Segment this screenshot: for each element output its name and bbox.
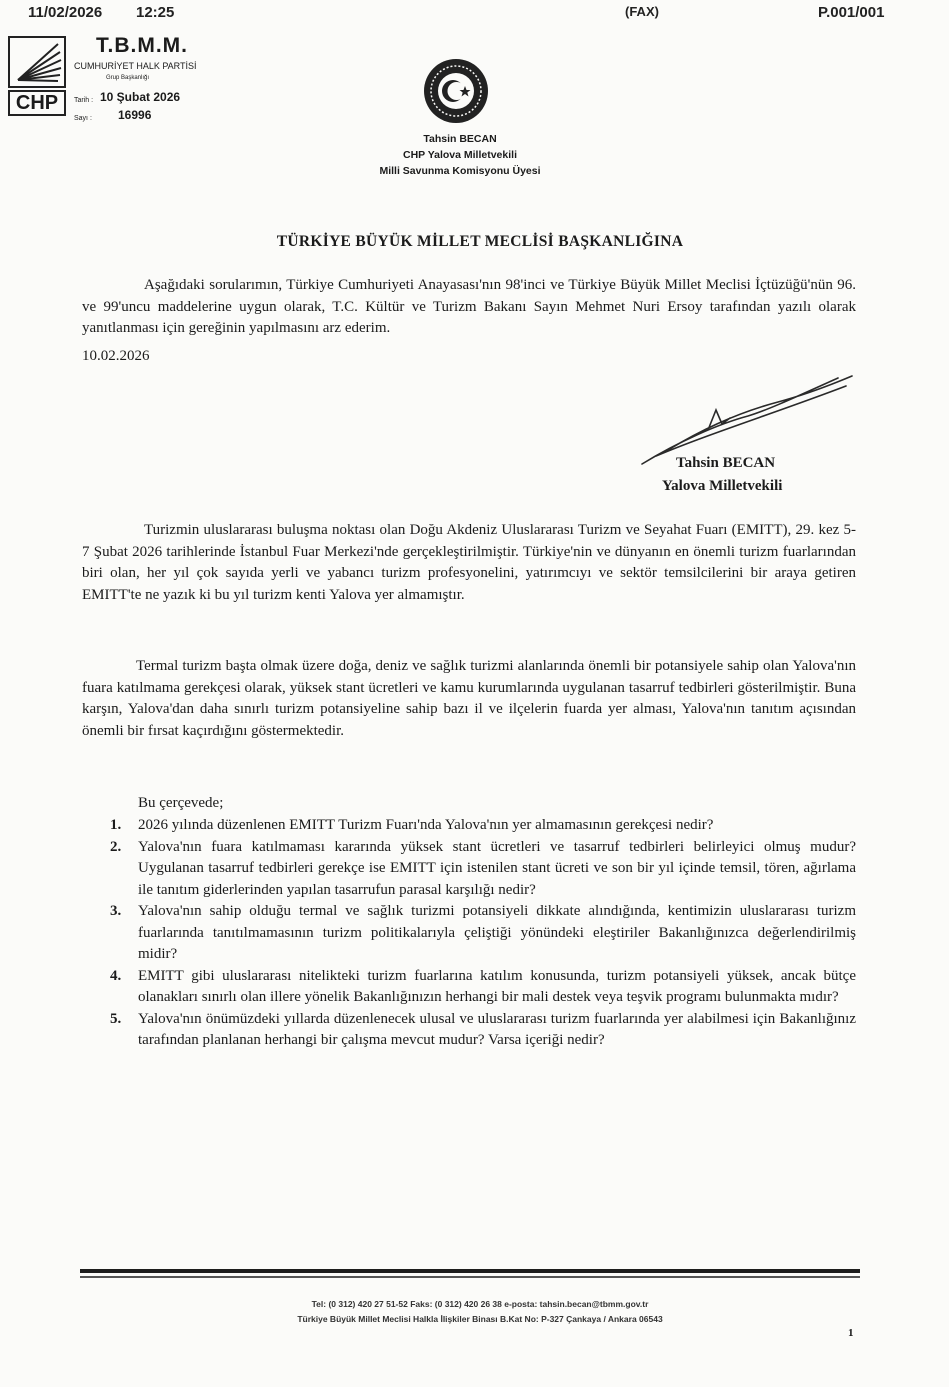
questions-list [110,815,856,1052]
stamp-group: Grup Başkanlığı [106,75,150,81]
chp-logo-text: CHP [8,90,66,116]
footer-address: Türkiye Büyük Millet Meclisi Halkla İlişkiler Binası B.Kat No: P-327 Çankaya / Ankara 06543 [297,1314,663,1324]
tbmm-emblem-icon [422,57,490,125]
six-arrows-icon [8,36,66,88]
stamp-number-label: Sayı : [74,115,92,122]
signature-name: Tahsin BECAN [676,455,776,471]
question-item: 4. EMITT gibi uluslararası nitelikteki turizm fuarlarına katılım konusunda, turizm potansiyeli yüksek, ancak bütçe olanakları sınırlı olan illere yönelik Bakanlığınızın herhangi bir mali destek veya teşvik programı bulunmakta mıdır? [110,967,856,1005]
question-item: 1. 2026 yılında düzenlenen EMITT Turizm Fuarı'nda Yalova'nın yer almamasının gerekçesi nedir? [110,817,714,833]
footer-contact-block [180,1297,780,1327]
body-paragraph-2: Termal turizm başta olmak üzere doğa, deniz ve sağlık turizmi alanlarında önemli bir potansiyele sahip olan Yalova'nın fuara katılmama gerekçesi olarak, yüksek stant ücretleri ve kamu kurumlarında uygulanan tasarruf tedbirleri gösterilmiştir. Buna karşın, Yalova'dan daha sınırlı turizm potansiyeline sahip bazı il ve ilçelerin fuarda yer alması, Yalova'nın tanıtım açısından önemli bir fırsat kaçırdığını göstermektedir. [82,658,856,739]
intro-paragraph: Aşağıdaki sorularımın, Türkiye Cumhuriyeti Anayasası'nın 98'inci ve Türkiye Büyük Millet Meclisi İçtüzüğü'nün 96. ve 99'uncu maddelerine uygun olarak, T.C. Kültür ve Turizm Bakanı Sayın Mehmet Nuri Ersoy tarafından yazılı olarak yanıtlanması için gereğinin yapılmasını arz ederim. [82,277,856,336]
deputy-role: CHP Yalova Milletvekili [402,149,517,161]
stamp-number-value: 16996 [118,108,152,122]
fax-mode: (FAX) [625,4,659,19]
question-item: 3. Yalova'nın sahip olduğu termal ve sağlık turizmi potansiyeli dikkate alındığında, kentimizin uluslararası turizm fuarlarında tanıtılmamasının turizm politikalarıyla çeliştiği yönündeki eleştiriler Bakanlığınızca değerlendirilmiş midir? [110,903,856,962]
fax-page: P.001/001 [818,4,885,21]
stamp-date-value: 10 Şubat 2026 [100,90,181,104]
footer-divider [80,1269,860,1273]
question-item: 2. Yalova'nın fuara katılmaması kararında yüksek stant ücretleri ve tasarruf tedbirleri belirleyici olmuş mudur? Uygulanan tasarruf tedbirleri gerekçe ise EMITT için istenilen stant ücreti ve son bir yıl içinde temsil, tören, ağırlama ile tanıtım giderlerinden yapılan tasarrufun parasal karşılığı nedir? [110,838,856,898]
stamp-party: CUMHURİYET HALK PARTİSİ [74,61,197,71]
question-item: 5. Yalova'nın önümüzdeki yıllarda düzenlenecek ulusal ve uluslararası turizm fuarlarında yer alabilmesi için Bakanlığınız tarafından planlanan herhangi bir çalışma mevcut mudur? Varsa içeriği nedir? [110,1010,856,1048]
chp-logo-stamp [8,36,68,118]
fax-time: 12:25 [136,4,175,21]
page-number: 1 [848,1327,854,1339]
body-paragraph-1: Turizmin uluslararası buluşma noktası olan Doğu Akdeniz Uluslararası Turizm ve Seyahat Fuarı (EMITT), 29. kez 5-7 Şubat 2026 tarihlerinde İstanbul Fuar Merkezi'nde gerçekleştirilmiştir. Türkiye'nin ve dünyanın en önemli turizm fuarlarından biri olan, her yıl çok sayıda yerli ve yabancı turizm profesyonelini, yatırımcıyı ve sektör temsilcilerini bir araya getiren EMITT'te ne yazık ki bu yıl turizm kenti Yalova yer almamıştır. [82,522,856,603]
stamp-date-label: Tarih : [74,97,94,104]
footer-contact: Tel: (0 312) 420 27 51-52 Faks: (0 312) 420 26 38 e-posta: tahsin.becan@tbmm.gov.tr [311,1299,649,1309]
stamp-institution: T.B.M.M. [96,34,188,57]
deputy-committee: Milli Savunma Komisyonu Üyesi [379,165,541,177]
intro-date: 10.02.2026 [82,348,150,364]
deputy-header [300,131,620,179]
footer-divider-thin [80,1276,860,1278]
deputy-name: Tahsin BECAN [423,133,497,145]
signature-role: Yalova Milletvekili [662,478,783,494]
fax-date: 11/02/2026 [28,4,103,21]
questions-intro: Bu çerçevede; [138,795,224,811]
document-title: TÜRKİYE BÜYÜK MİLLET MECLİSİ BAŞKANLIĞINA [276,233,684,250]
